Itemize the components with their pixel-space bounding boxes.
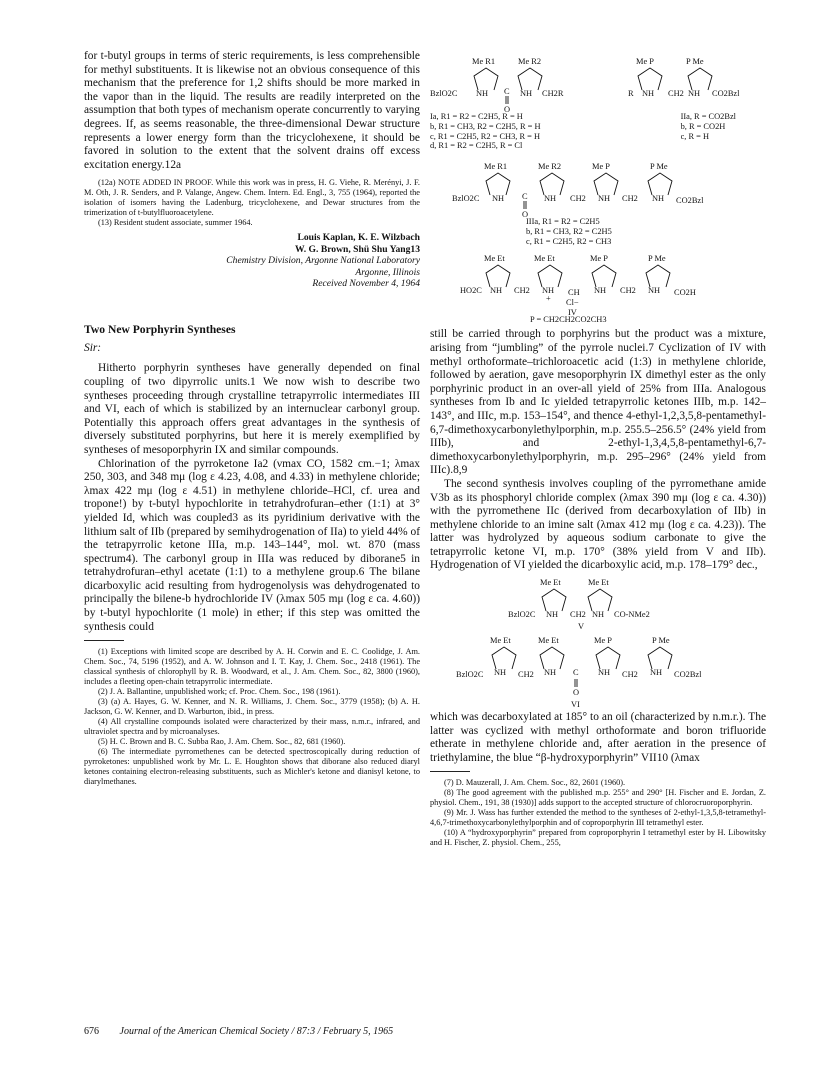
footnote-1: (1) Exceptions with limited scope are described by A. H. Corwin and E. C. Coolidge, J. Am. Chem. Soc., 74, 5196 (1952), and A. W. Johnson and I. T. Kay, J. Chem. Soc., 2418 (1961). The classical synthesis of chlorophyll by R. B. Woodward, et al., J. Am. Chem. Soc., 82, 3800 (1960), includes a fleeting open-chain tetrapyrrolic intermediate. xyxy=(84,647,420,687)
footnote-6: (6) The intermediate pyrromethenes can be detected spectroscopically during reduction of pyrroketones: unpublished work by Mr. L. E. Houghton shows that diborane also reduced diaryl ketones containing electron-releasing substituents, such as Michler's ketone and dianisyl ketone, to diarylmethanes. xyxy=(84,747,420,787)
paragraph-5: which was decarboxylated at 185° to an oil (characterized by n.m.r.). The latter was cyclized with methyl orthoformate and boron trifluoride etherate in methylene chloride and, after aeration in the presence of triethylamine, the blue “β-hydroxyporphyrin” VII10 (λmax xyxy=(430,711,766,764)
s1-nh-1: NH xyxy=(476,89,489,98)
s3-link-6: CH2 xyxy=(622,194,638,204)
s3-def-a: IIIa, R1 = R2 = C2H5 xyxy=(526,217,600,227)
structure-III xyxy=(430,155,766,246)
received-date: Received November 4, 1964 xyxy=(312,277,420,289)
s5-right-end: CO-NMe2 xyxy=(614,610,650,620)
structure-IV xyxy=(430,249,766,325)
footnote-9: (9) Mr. J. Wass has further extended the method to the syntheses of 2-ethyl-1,3,5,8-tetramethyl-4,6,7-trimethoxycarbonylethylporphin and of coproporphyrin III tetramethyl ester. xyxy=(430,808,766,828)
s3-link-1: NH xyxy=(492,194,505,204)
page-footer xyxy=(84,1026,393,1037)
s1-top-b: Me R2 xyxy=(518,57,542,66)
s3-top-2: Me R2 xyxy=(538,162,562,172)
s3-def-b: b, R1 = CH3, R2 = C2H5 xyxy=(526,226,612,236)
s5-link-3: NH xyxy=(592,610,605,620)
s1-nh-2: NH xyxy=(520,89,533,98)
s2-top-a: Me P xyxy=(636,57,654,66)
article-title: Two New Porphyrin Syntheses xyxy=(84,323,236,337)
s3-link-2: C xyxy=(522,192,528,202)
s4-left-end: HO2C xyxy=(460,285,482,295)
s4-link-3: NH xyxy=(542,285,555,295)
s6-oxygen: O xyxy=(573,688,580,698)
structure-V-drawing xyxy=(430,575,766,629)
footnote-rule-right xyxy=(430,771,470,772)
s6-top-4: P Me xyxy=(652,636,670,646)
s2-right-end: CO2Bzl xyxy=(712,89,740,98)
s4-top-3: Me P xyxy=(590,253,608,263)
s4-label: IV xyxy=(568,307,577,315)
s6-link-5: NH xyxy=(598,668,611,678)
s3-link-5: NH xyxy=(598,194,611,204)
intro-paragraph: for t-butyl groups in terms of steric requirements, is less comprehensible for methyl substituents. It is likewise not an obvious consequence of this mechanism that the preference for 1,2 shifts should be more marked in the vapor than in the liquid. The results are readily interpreted on the assumption that both types of mechanism operate concurrently to varying degrees. If, as seems reasonable, the three-dimensional Dewar structure represents a lower energy form than the tricyclohexene, it should be favored in solution to the extent that the solvent drains off excess excitation energy.12a xyxy=(84,50,420,171)
s1-oxygen: O xyxy=(504,105,511,112)
s5-left-end: BzlO2C xyxy=(508,610,536,620)
s2-top-b: P Me xyxy=(686,57,704,66)
s1-definitions xyxy=(430,112,541,151)
s6-link-3: NH xyxy=(544,668,557,678)
s4-chloride: Cl− xyxy=(566,297,579,307)
s2-nh-2: NH xyxy=(688,89,701,98)
s4-link-7: NH xyxy=(648,285,661,295)
s5-link-1: NH xyxy=(546,610,559,620)
s2-left-end: R xyxy=(628,89,634,98)
s3-oxygen: O xyxy=(522,210,529,218)
footnote-10: (10) A “hydroxyporphyrin” prepared from coproporphyrin I tetramethyl ester by H. Libowitsky and H. Fischer, Z. physiol. Chem., 255, xyxy=(430,828,766,848)
footnote-4: (4) All crystalline compounds isolated were characterized by their mass, n.m.r., infrared, and ultraviolet spectra and by microanalyses. xyxy=(84,717,420,737)
s2-nh-1: NH xyxy=(642,89,655,98)
s1-def-c: c, R1 = C2H5, R2 = CH3, R = H xyxy=(430,131,541,141)
right-column xyxy=(430,50,766,848)
footnote-5: (5) H. C. Brown and B. C. Subba Rao, J. Am. Chem. Soc., 82, 681 (1960). xyxy=(98,737,346,747)
signature-affiliation-2: Argonne, Illinois xyxy=(355,266,420,278)
footnote-rule xyxy=(84,640,124,641)
s6-top-3: Me P xyxy=(594,636,612,646)
s3-link-4: CH2 xyxy=(570,194,586,204)
s4-link-1: NH xyxy=(490,285,503,295)
structure-VI xyxy=(430,631,766,707)
s3-top-1: Me R1 xyxy=(484,162,508,172)
structure-I-II xyxy=(430,50,766,151)
s3-left-end: BzlO2C xyxy=(452,194,480,204)
footnote-2: (2) J. A. Ballantine, unpublished work; cf. Proc. Chem. Soc., 198 (1961). xyxy=(98,687,341,697)
signature-authors-2: W. G. Brown, Shü Shu Yang13 xyxy=(295,243,420,255)
s4-p-definition: P = CH2CH2CO2CH3 xyxy=(530,314,607,324)
s4-plus: + xyxy=(546,293,551,303)
paragraph-2: Chlorination of the pyrroketone Ia2 (νmax CO, 1582 cm.−1; λmax 250, 303, and 348 mμ (log ε 4.23, 4.08, and 4.33) in methylene chloride; λmax 422 mμ (log ε 4.51) in methylene chloride–HCl, cf. urea and tropone!) by t-butyl hypochlorite in tetrahydrofuran–ether (1:1) at 3° yielded Id, which was coupled3 as its pyridinium derivative with the lithium salt of IIb (prepared by semihydrogenation of IIa) to yield 44% of the tetrapyrrolic ketone IIIa, m.p. 143–144°, mol. wt. 870 (mass spectrum4). The carbonyl group in IIIa was reduced by diborane5 in tetrahydrofuran–ethyl acetate (1:1) to a methylene group.6 The bilane dicarboxylic acid resulting from hydrogenolysis was dehydrogenated to principally the bilene-b hydrochloride IV (λmax 505 mμ (log ε ca. 4.60)) by t-butyl hypochlorite (1 mole) in ether; if this step was omitted the synthesis could xyxy=(84,457,420,633)
s6-link-7: NH xyxy=(650,668,663,678)
s6-link-1: NH xyxy=(494,668,507,678)
page-number: 676 xyxy=(84,1026,99,1037)
s3-link-7: NH xyxy=(652,194,665,204)
footnote-13: (13) Resident student associate, summer 1964. xyxy=(98,218,253,228)
s5-top-1: Me Et xyxy=(540,578,561,588)
s5-link-2: CH2 xyxy=(570,610,586,620)
s2-def-c: c, R = H xyxy=(680,131,710,141)
s2-definitions xyxy=(681,112,736,151)
s6-left-end: BzlO2C xyxy=(456,670,484,680)
s4-top-2: Me Et xyxy=(534,253,555,263)
s1-def-d: d, R1 = R2 = C2H5, R = Cl xyxy=(430,141,523,151)
structure-VI-drawing xyxy=(430,631,766,707)
s3-top-3: Me P xyxy=(592,162,610,172)
s1-left-end: BzlO2C xyxy=(430,89,458,98)
s1-top-a: Me R1 xyxy=(472,57,496,66)
footnote-8: (8) The good agreement with the published m.p. 255° and 290° [H. Fischer and E. Jordan, Z. physiol. Chem., 191, 38 (1930)] adds support to the accepted structure of chlorocruoroporphyrin. xyxy=(430,788,766,808)
footnote-7: (7) D. Mauzerall, J. Am. Chem. Soc., 82, 2601 (1960). xyxy=(444,778,626,788)
left-column xyxy=(84,50,420,787)
s4-link-2: CH2 xyxy=(514,285,530,295)
structure-I-II-drawing xyxy=(430,50,766,112)
s6-link-2: CH2 xyxy=(518,670,534,680)
s4-link-5: NH xyxy=(594,285,607,295)
s4-right-end: CO2H xyxy=(674,287,696,297)
paragraph-4: The second synthesis involves coupling of the pyrromethane amide V3b as its phosphoryl chloride complex (λmax 390 mμ (log ε ca. 4.30)) with the pyrromethene IIc (derived from decarboxylation of IIb) in methylene chloride to an imine salt (λmax 412 mμ (log ε ca. 4.23)). The latter was hydrolyzed by aqueous sodium carbonate to give the tetrapyrrolic ketone VI, m.p. 170° (38% yield from V and IIb). Hydrogenation of VI yielded the dicarboxylic acid, m.p. 178–179° dec., xyxy=(430,477,766,572)
structure-III-drawing xyxy=(430,155,766,217)
s6-label: VI xyxy=(571,700,580,708)
s6-top-1: Me Et xyxy=(490,636,511,646)
s2-def-b: b, R = CO2H xyxy=(680,121,726,131)
s6-right-end: CO2Bzl xyxy=(674,670,702,680)
s3-top-4: P Me xyxy=(650,162,668,172)
structure-V xyxy=(430,575,766,629)
s6-link-4: C xyxy=(573,668,579,678)
s5-label: V xyxy=(578,622,585,630)
s2-mid: CH2 xyxy=(668,89,684,98)
signature-block xyxy=(84,232,420,289)
s3-right-end: CO2Bzl xyxy=(676,196,704,206)
s6-link-6: CH2 xyxy=(622,670,638,680)
footnote-3: (3) (a) A. Hayes, G. W. Kenner, and N. R. Williams, J. Chem. Soc., 3779 (1958); (b) A. H. Jackson, G. W. Kenner, and D. Warburton, ibid., in press. xyxy=(84,697,420,717)
journal-citation: Journal of the American Chemical Society / 87:3 / February 5, 1965 xyxy=(119,1026,394,1037)
s3-link-3: NH xyxy=(544,194,557,204)
s4-link-6: CH2 xyxy=(620,285,636,295)
s2-def-a: IIa, R = CO2Bzl xyxy=(680,112,736,121)
s3-def-c: c, R1 = C2H5, R2 = CH3 xyxy=(526,236,612,246)
signature-authors-1: Louis Kaplan, K. E. Wilzbach xyxy=(297,232,420,244)
s4-top-1: Me Et xyxy=(484,253,505,263)
paragraph-1: Hitherto porphyrin syntheses have generally depended on final coupling of two dipyrrolic units.1 We now wish to describe two syntheses proceeding through crystalline tetrapyrrolic intermediates III and VI, each of which is stabilized by an internuclear carbonyl group. Potentially this approach offers great advantages in the synthesis of diversely substituted porphyrins, but here it is merely exemplified by syntheses of mesoporphyrin IX and similar compounds. xyxy=(84,362,420,456)
salutation: Sir: xyxy=(84,342,102,355)
s6-top-2: Me Et xyxy=(538,636,559,646)
s1-mid: C xyxy=(504,87,510,96)
s4-top-4: P Me xyxy=(648,253,666,263)
s4-link-4: CH xyxy=(568,287,580,297)
s1-right-end: CH2R xyxy=(542,89,564,98)
s3-definitions xyxy=(430,217,766,246)
paragraph-3: still be carried through to porphyrins but the product was a mixture, arising from “jumbling” of the pyrrole nuclei.7 Cyclization of IV with methyl orthoformate–trichloroacetic acid (1:3) in methylene chloride, followed by aeration, gave mesoporphyrin IX dimethyl ester as the only porphyrinic product in an over-all yield of 25% from IIIa. Analogous syntheses from Ib and Ic yielded tetrapyrrolic ketones IIIb, m.p. 142–143°, and IIIc, m.p. 153–154°, and thence 4-ethyl-1,2,3,5,8-pentamethyl-6,7-dimethoxycarbonylethylporphin, m.p. 255.5–256.5° (24% yield from IIIb), and 2-ethyl-1,3,4,5,8-pentamethyl-6,7-dimethoxycarbonylethylporphyrin, m.p. 295–296° (24% yield from IIIc).8,9 xyxy=(430,328,766,477)
s1-def-b: b, R1 = CH3, R2 = C2H5, R = H xyxy=(430,121,541,131)
footnote-12a: (12a) NOTE ADDED IN PROOF. While this work was in press, H. G. Viehe, R. Merényi, J. F. M. Oth, J. R. Senders, and P. Valange, Angew. Chem. Intern. Ed. Engl., 3, 755 (1964), reported the isolation of isomers having the Ladenburg, tricyclohexene, and Dewar structures from the trimerization of t-butylfluoroacetylene. xyxy=(84,178,420,218)
signature-affiliation-1: Chemistry Division, Argonne National Laboratory xyxy=(226,255,420,267)
structure-IV-drawing xyxy=(430,249,766,315)
s1-def-a: Ia, R1 = R2 = C2H5, R = H xyxy=(430,112,523,121)
s5-top-2: Me Et xyxy=(588,578,609,588)
